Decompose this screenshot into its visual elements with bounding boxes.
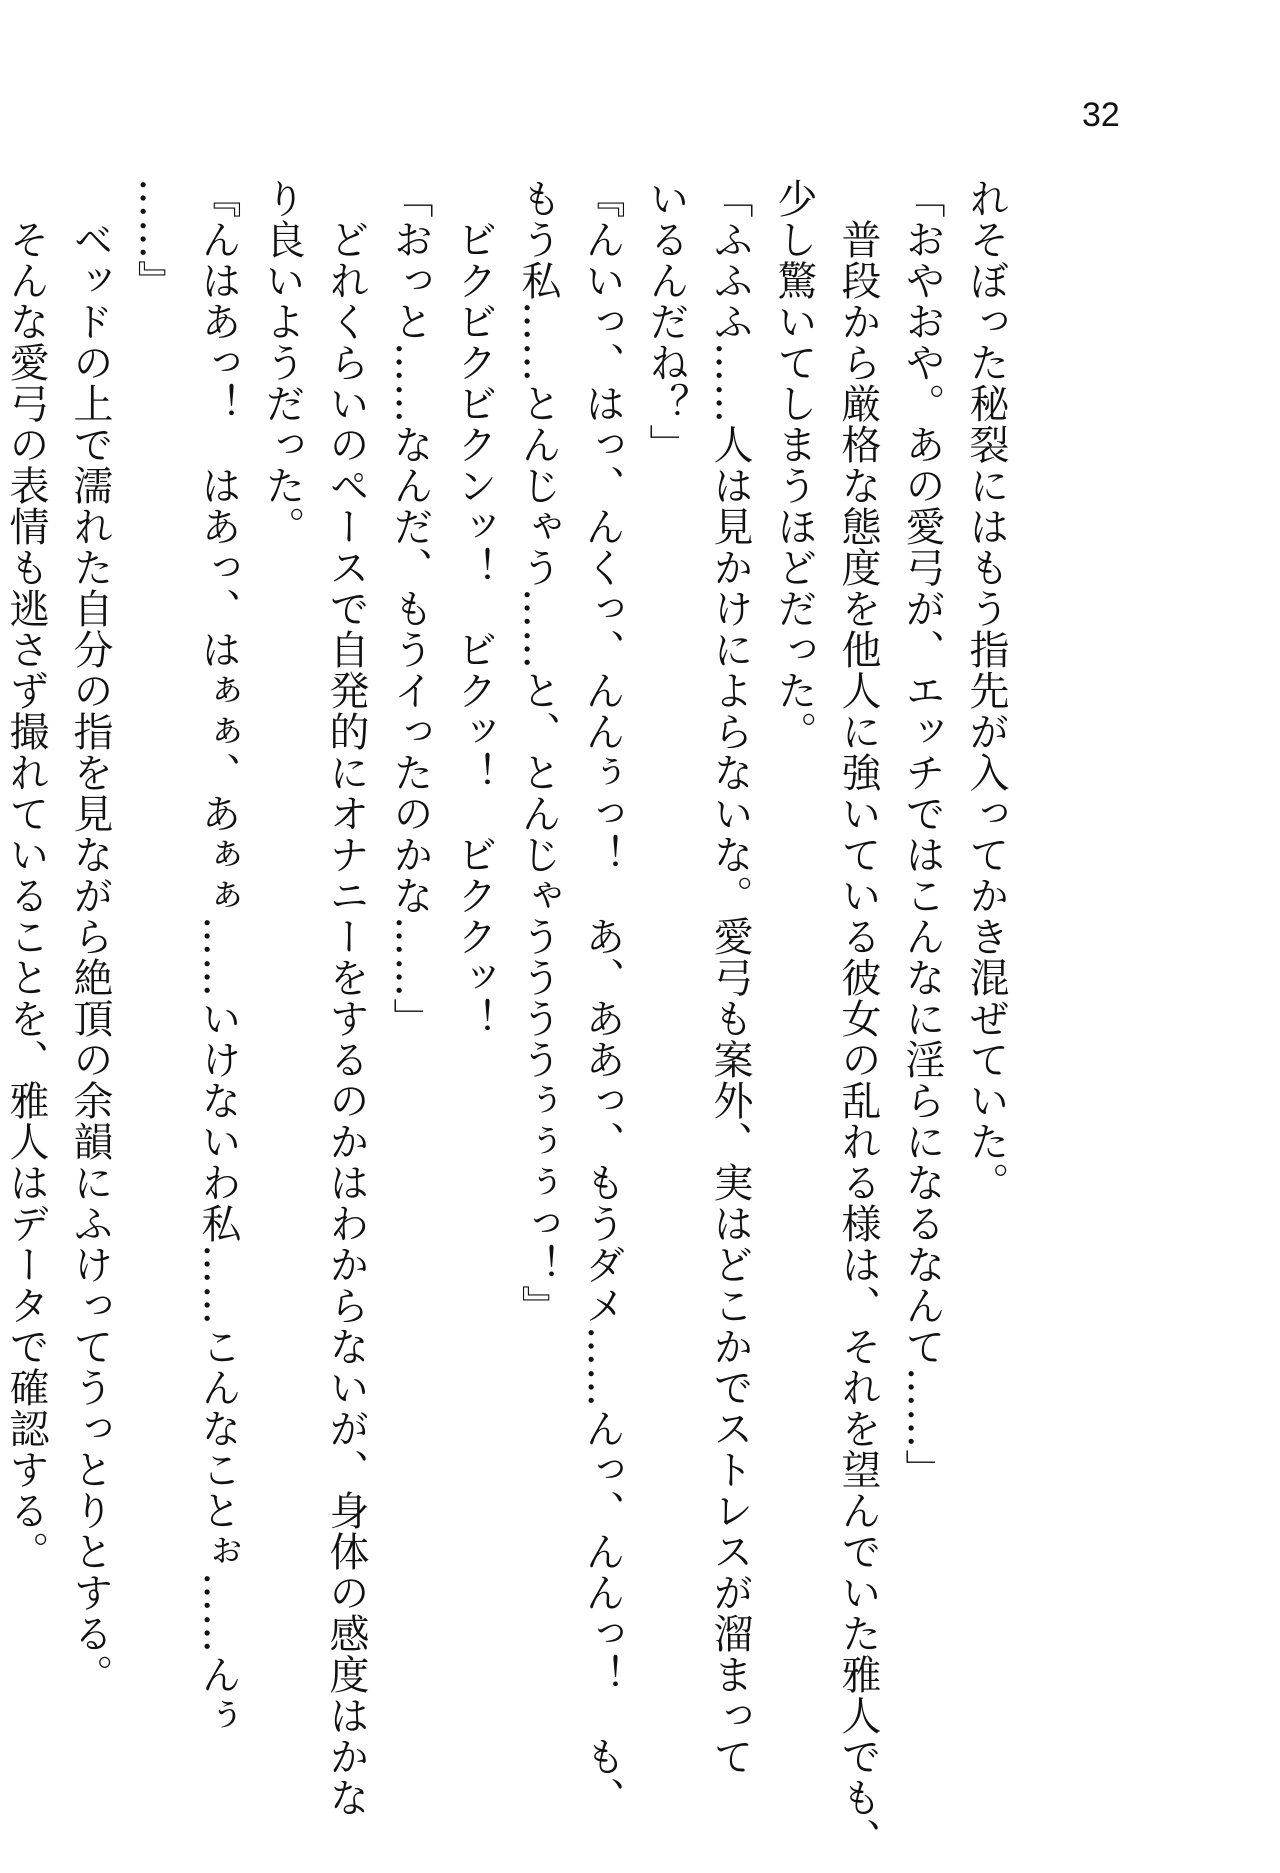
text-line: 『んはあっ！ はあっ、はぁぁ、あぁぁ……いけないわ私……こんなことぉ……んぅ: [195, 178, 241, 1736]
text-line: どれくらいのペースで自発的にオナニーをするのかはわからないが、身体の感度はかな: [323, 178, 369, 1818]
text-line: 少し驚いてしまうほどだった。: [771, 178, 817, 752]
page-number: 32: [1082, 96, 1120, 134]
text-line: 「おやおや。あの愛弓が、エッチではこんなに淫らになるなんて……」: [899, 178, 945, 1490]
text-line: いるんだね？」: [643, 178, 689, 465]
text-line: そんな愛弓の表情も逃さず撮れていることを、雅人はデータで確認する。: [3, 178, 49, 1572]
text-line: もう私……とんじゃう……と、とんじゃううううぅぅぅっ！』: [515, 178, 561, 1326]
text-line: 「おっと……なんだ、もうイったのかな……」: [387, 178, 433, 1039]
text-line: 普段から厳格な態度を他人に強いている彼女の乱れる様は、それを望んでいた雅人でも、: [835, 178, 881, 1859]
text-line: ベッドの上で濡れた自分の指を見ながら絶頂の余韻にふけってうっとりとする。: [67, 178, 113, 1695]
text-line: れそぼった秘裂にはもう指先が入ってかき混ぜていた。: [963, 178, 1009, 1203]
text-line: り良いようだった。: [259, 178, 305, 547]
text-line: ビクビクビクンッ！ ビクッ！ ビククッ！: [451, 178, 497, 1039]
text-line: 『んいっ、はっ、んくっ、んんぅっ！ あ、ああっ、もうダメ……んっ、んんっ！ も、: [579, 178, 625, 1818]
text-line: ……』: [131, 178, 177, 301]
text-line: 「ふふふ……人は見かけによらないな。愛弓も案外、実はどこかでストレスが溜まって: [707, 178, 753, 1777]
body-text: [0, 178, 1018, 1859]
